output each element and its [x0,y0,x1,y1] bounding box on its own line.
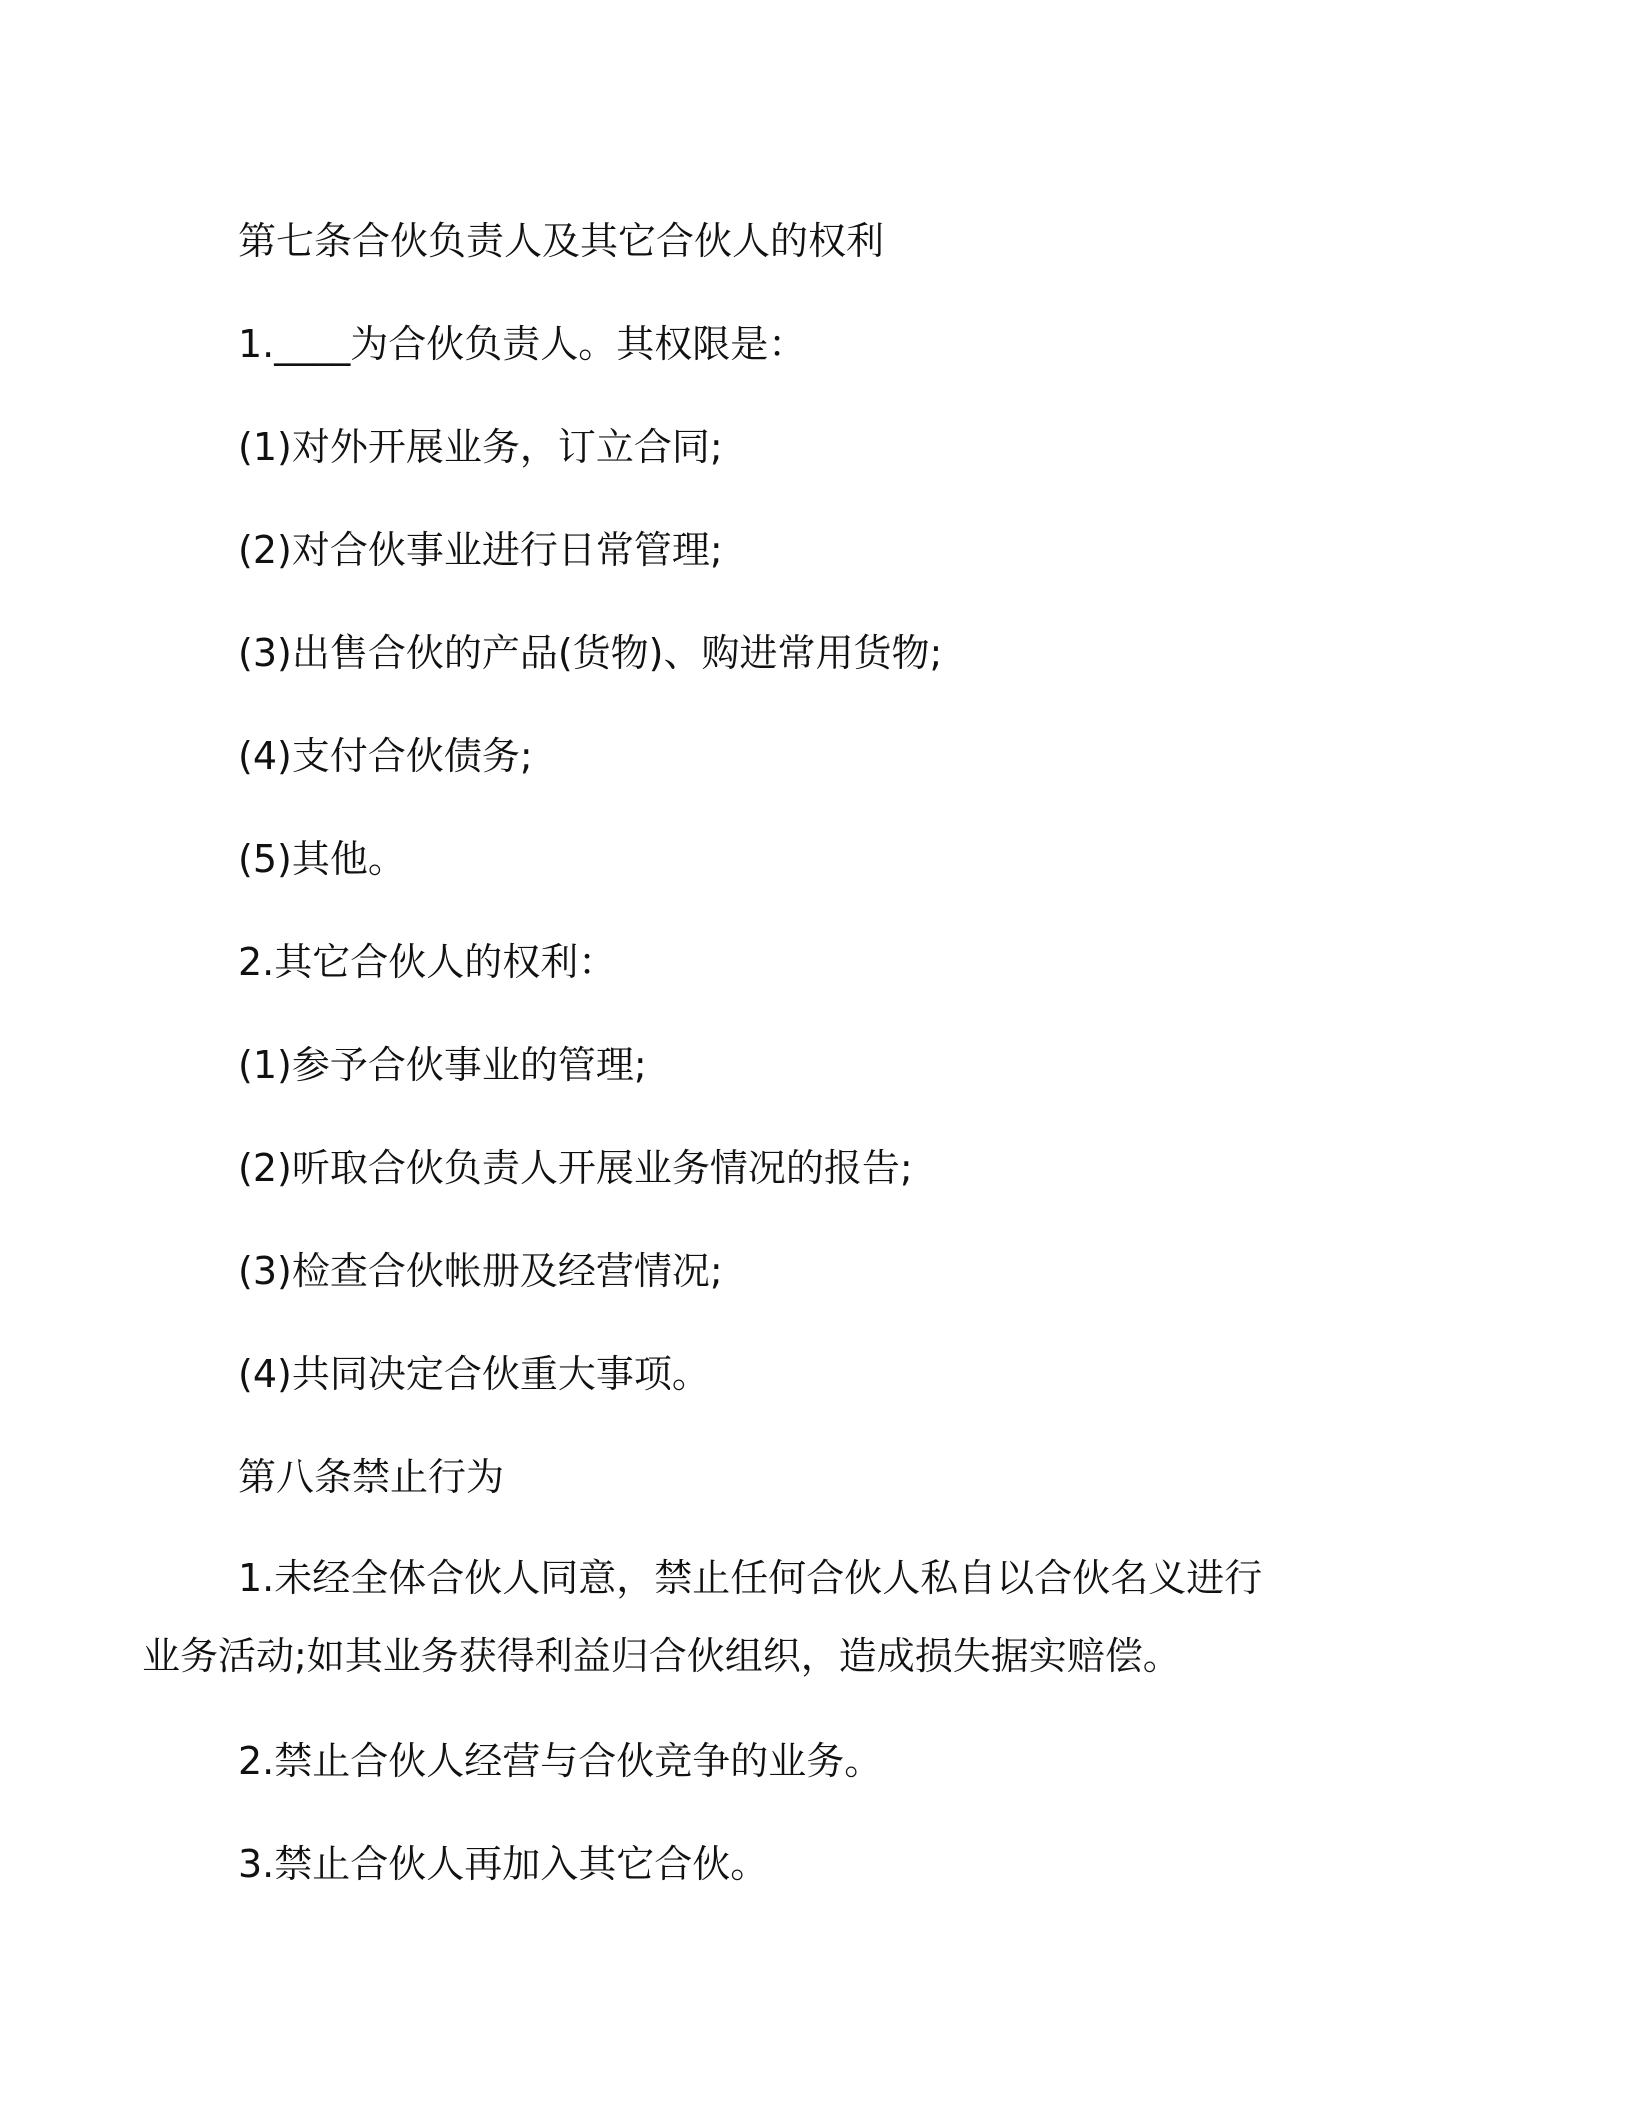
paragraph: 1.____为合伙负责人。其权限是： [238,322,807,366]
list-item: (4)支付合伙债务; [238,734,533,778]
article-7-heading: 第七条合伙负责人及其它合伙人的权利 [238,219,885,263]
paragraph: 2.禁止合伙人经营与合伙竞争的业务。 [238,1739,883,1783]
list-item: (1)对外开展业务，订立合同; [238,425,723,469]
paragraph: 3.禁止合伙人再加入其它合伙。 [238,1842,769,1886]
list-item: (1)参予合伙事业的管理; [238,1043,647,1087]
list-item: (3)出售合伙的产品(货物)、购进常用货物; [238,631,943,675]
paragraph: 2.其它合伙人的权利： [238,940,617,984]
list-item: (5)其他。 [238,837,406,881]
paragraph: 1.未经全体合伙人同意，禁止任何合伙人私自以合伙名义进行业务活动;如其业务获得利益归合伙组织，造成损失据实赔偿。 [142,1556,1263,1678]
list-item: (2)听取合伙负责人开展业务情况的报告; [238,1146,913,1190]
list-item: (2)对合伙事业进行日常管理; [238,528,723,572]
list-item: (3)检查合伙帐册及经营情况; [238,1249,723,1293]
list-item: (4)共同决定合伙重大事项。 [238,1352,710,1396]
document-body [142,190,1378,1916]
article-8-heading: 第八条禁止行为 [238,1455,505,1499]
